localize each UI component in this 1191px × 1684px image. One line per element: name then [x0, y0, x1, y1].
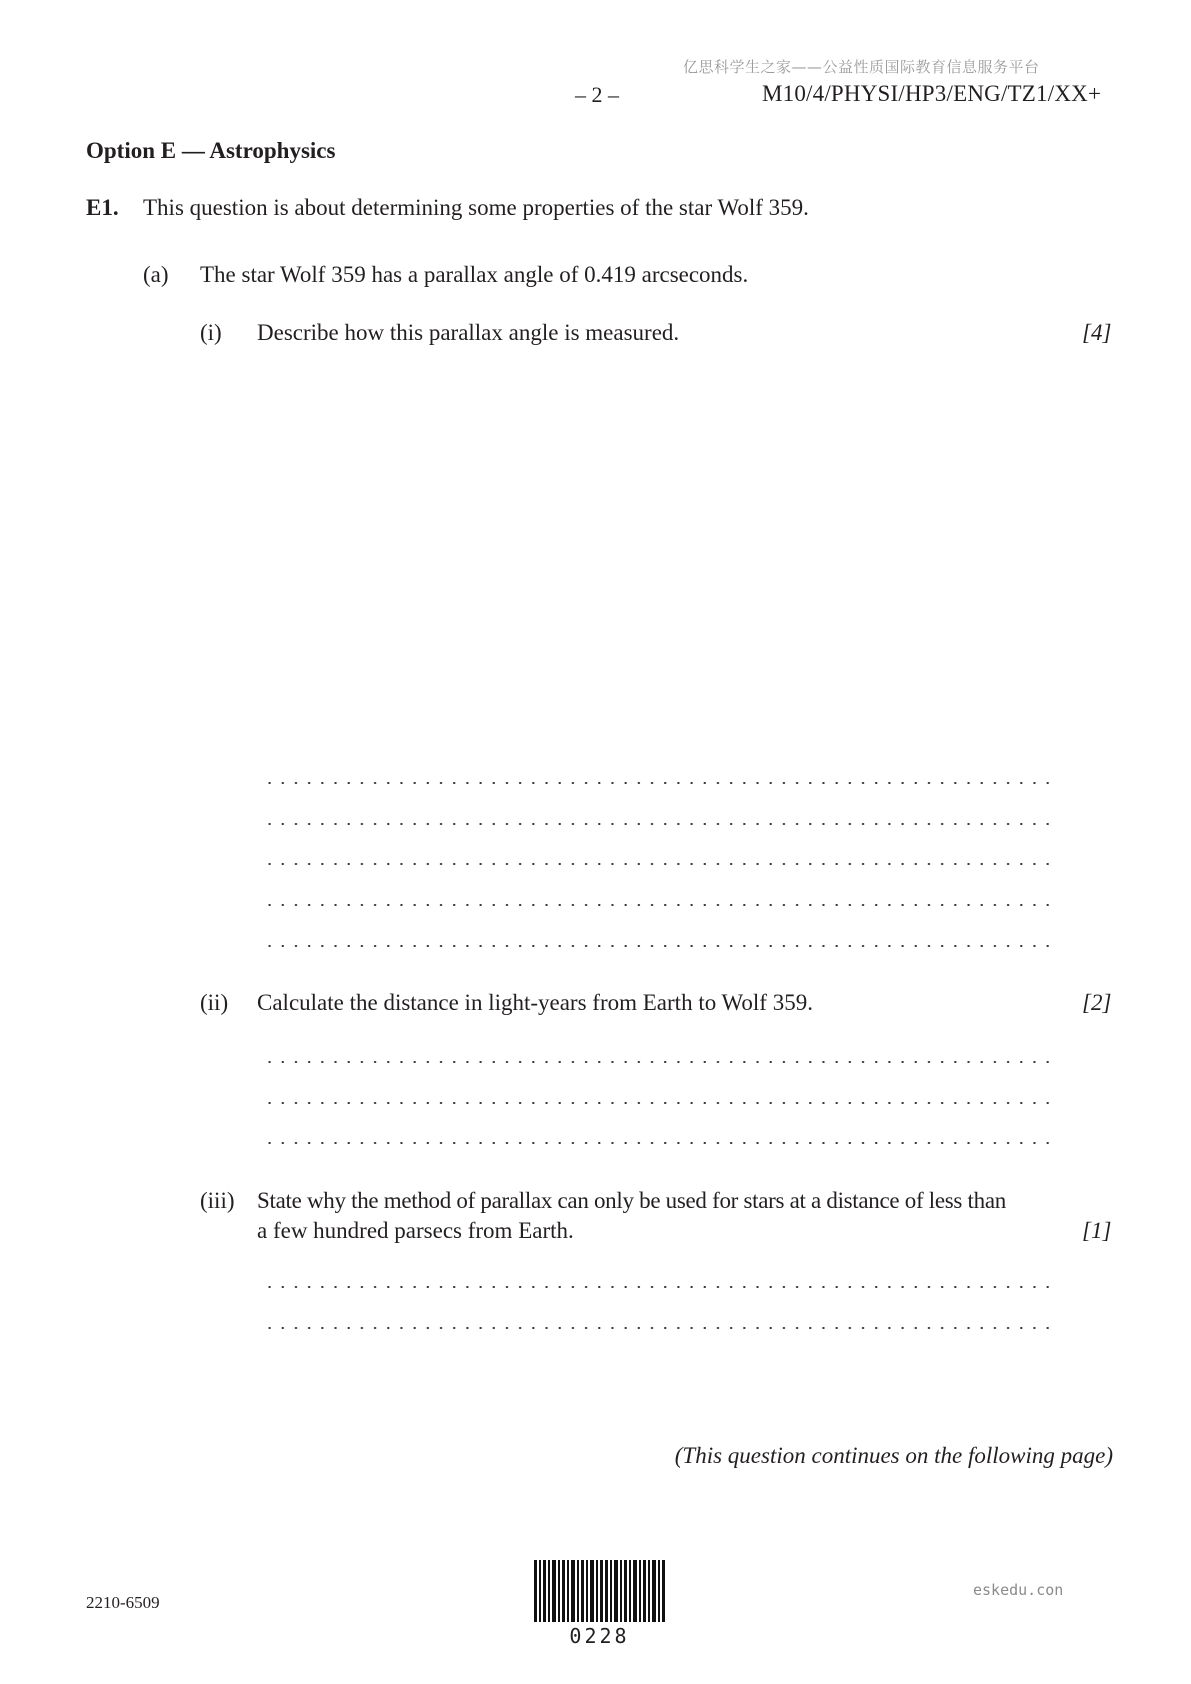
answer-line[interactable] — [263, 1327, 1054, 1329]
subpart-ii-label: (ii) — [200, 990, 229, 1015]
watermark-text: 亿思科学生之家——公益性质国际教育信息服务平台 — [683, 58, 1040, 76]
answer-line[interactable] — [263, 1061, 1054, 1063]
subpart-iii-marks: [1] — [1082, 1218, 1112, 1243]
barcode-icon — [532, 1560, 667, 1622]
subpart-i-label: (i) — [200, 320, 222, 345]
answer-line[interactable] — [263, 823, 1054, 825]
barcode — [532, 1560, 667, 1648]
subpart-iii-text-line2: a few hundred parsecs from Earth. — [257, 1218, 574, 1243]
subpart-ii-text: Calculate the distance in light-years from Earth to Wolf 359. — [257, 990, 813, 1015]
answer-line[interactable] — [263, 1142, 1054, 1144]
answer-line[interactable] — [263, 904, 1054, 906]
paper-code: M10/4/PHYSI/HP3/ENG/TZ1/XX+ — [762, 81, 1102, 106]
answer-line[interactable] — [263, 863, 1054, 865]
part-a-label: (a) — [143, 262, 169, 287]
question-number: E1. — [86, 195, 119, 220]
part-a-text: The star Wolf 359 has a parallax angle of 0.419 arcseconds. — [200, 262, 749, 287]
subpart-i-marks: [4] — [1082, 320, 1112, 345]
answer-line[interactable] — [263, 782, 1054, 784]
option-heading: Option E — Astrophysics — [86, 138, 336, 163]
page-number: – 2 – — [575, 82, 619, 107]
answer-line[interactable] — [263, 945, 1054, 947]
answer-line[interactable] — [263, 1102, 1054, 1104]
footer-code: 2210-6509 — [86, 1593, 160, 1612]
answer-line[interactable] — [263, 1286, 1054, 1288]
question-intro: This question is about determining some properties of the star Wolf 359. — [143, 195, 809, 220]
subpart-iii-text-line1: State why the method of parallax can only be used for stars at a distance of less than — [257, 1188, 1006, 1213]
footer-site: eskedu.con — [973, 1581, 1064, 1599]
continues-note: (This question continues on the following page) — [674, 1443, 1113, 1468]
subpart-iii-label: (iii) — [200, 1188, 235, 1213]
subpart-ii-marks: [2] — [1082, 990, 1112, 1015]
barcode-number: 0228 — [569, 1624, 630, 1648]
subpart-i-text: Describe how this parallax angle is measured. — [257, 320, 680, 345]
